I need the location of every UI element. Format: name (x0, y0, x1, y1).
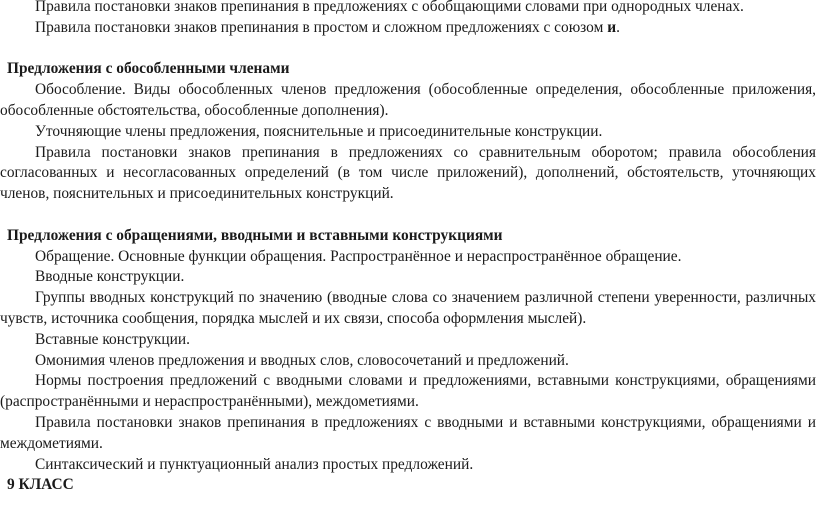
paragraph: Уточняющие члены предложения, пояснительные и присоединительные конструкции. (35, 122, 603, 140)
paragraph: Нормы построения предложений с вводными словами и предложениями, вставными конструкциями, обращениями (распространёнными и нераспространёнными), междометиями. (0, 372, 816, 411)
spacer (0, 205, 816, 226)
section-heading-isolated-members: Предложения с обособленными членами (7, 60, 290, 78)
paragraph: Вставные конструкции. (35, 330, 190, 348)
paragraph: Правила постановки знаков препинания в предложениях со сравнительным оборотом; правила обособления согласованных и несогласованных определений (в том числе приложений), дополнений, обстоятельств, уточняющих членов, пояснительных и присоединительных конструкций. (0, 143, 816, 203)
section-heading-addresses: Предложения с обращениями, вводными и вставными конструкциями (7, 226, 503, 244)
paragraph-top-1: Правила постановки знаков препинания в предложениях с обобщающими словами при однородных членах. (35, 0, 744, 15)
conjunction-tail: . (616, 18, 620, 36)
paragraph: Обособление. Виды обособленных членов предложения (обособленные определения, обособленные приложения, обособленные обстоятельства, обособленные дополнения). (0, 81, 816, 119)
spacer (0, 39, 816, 60)
paragraph: Омонимия членов предложения и вводных слов, словосочетаний и предложений. (35, 351, 569, 369)
paragraph: Вводные конструкции. (35, 268, 185, 286)
paragraph: Обращение. Основные функции обращения. Распространённое и нераспространённое обращение. (35, 247, 682, 265)
conjunction-bold: и (607, 18, 617, 36)
paragraph: Группы вводных конструкций по значению (вводные слова со значением различной степени уверенности, различных чувств, источника сообщения, порядка мыслей и их связи, способа оформления мыслей). (0, 289, 816, 327)
grade-heading: 9 КЛАСС (7, 476, 74, 494)
paragraph-top-2 (0, 18, 816, 39)
paragraph: Правила постановки знаков препинания в предложениях с вводными и вставными конструкциями, обращениями и междометиями. (0, 413, 816, 452)
paragraph: Синтаксический и пунктуационный анализ простых предложений. (35, 455, 474, 473)
paragraph-top-2-text: Правила постановки знаков препинания в простом и сложном предложениях с союзом (35, 18, 604, 36)
